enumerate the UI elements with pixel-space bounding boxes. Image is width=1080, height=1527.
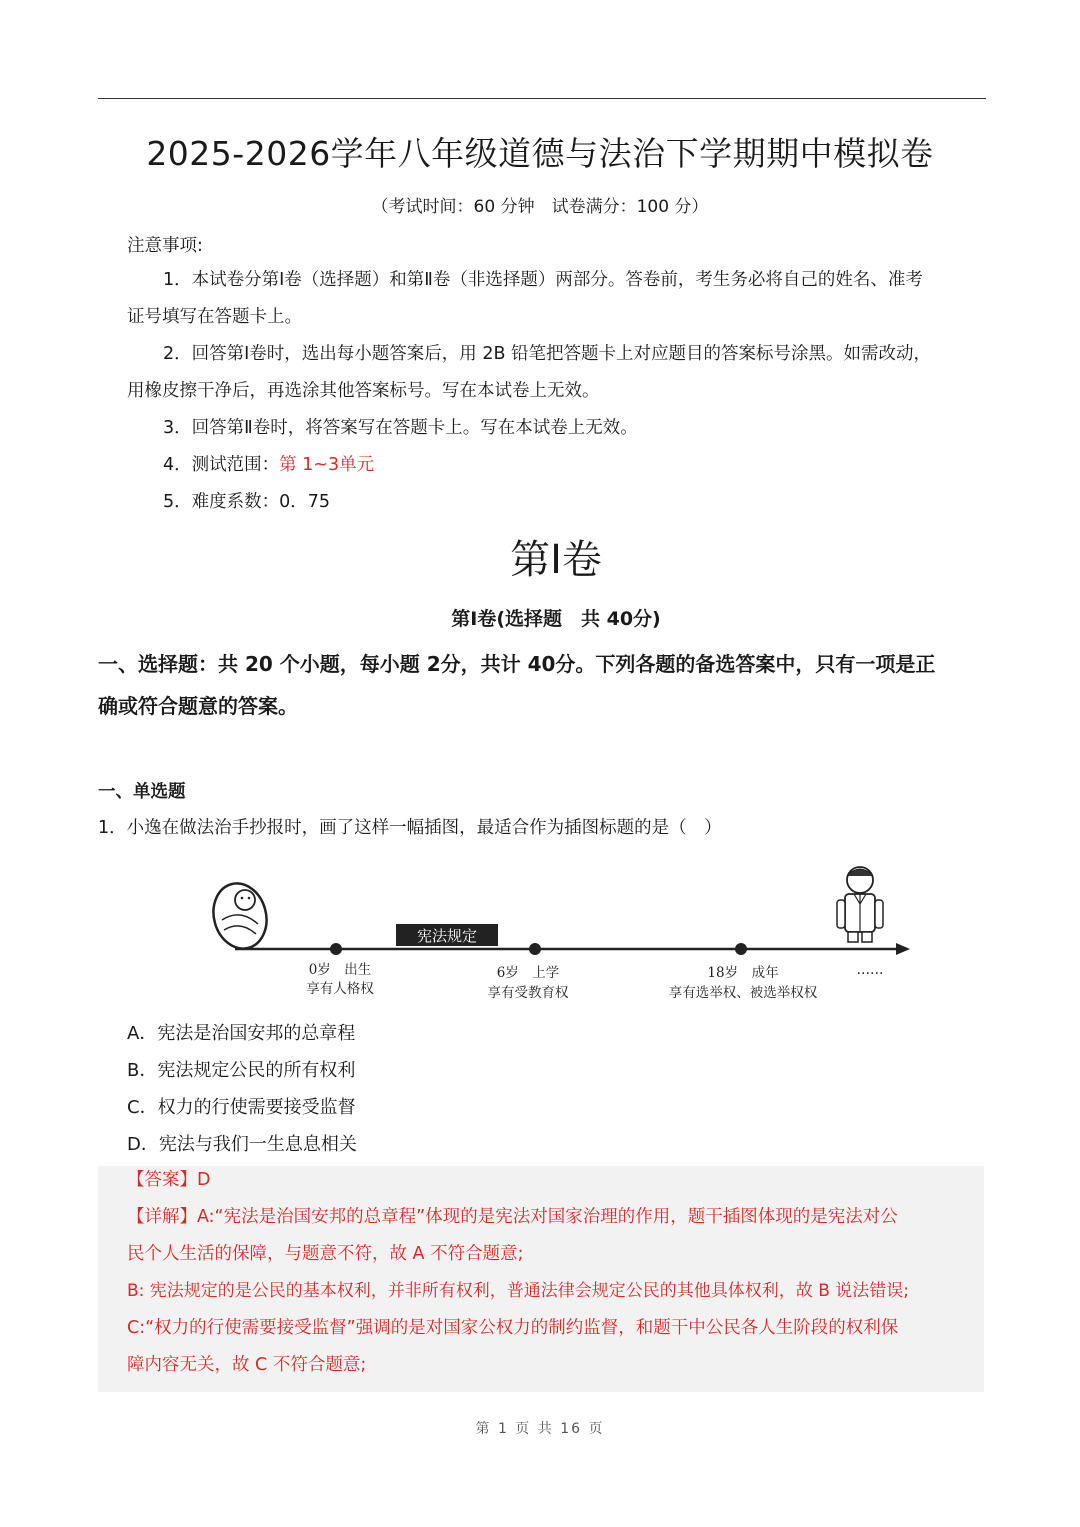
notice-line: 1．本试卷分第Ⅰ卷（选择题）和第Ⅱ卷（非选择题）两部分。答卷前，考生务必将自己的姓名、准考 (163, 270, 923, 290)
notice-item-3 (127, 410, 985, 447)
volume-title: 第Ⅰ卷 (510, 537, 602, 583)
exam-subtitle: （考试时间：60 分钟 试卷满分：100 分） (371, 197, 709, 217)
timeline-arrow (896, 943, 910, 955)
question-stem: 1．小逸在做法治手抄报时，画了这样一幅插图，最适合作为插图标题的是（ ） (98, 818, 722, 838)
notice-line: 2．回答第Ⅰ卷时，选出每小题答案后，用 2B 铅笔把答题卡上对应题目的答案标号涂黑。如需改动， (163, 344, 932, 364)
single-choice-heading: 一、单选题 (98, 782, 186, 802)
explanation-line: C:“权力的行使需要接受监督”强调的是对国家公权力的制约监督，和题干中公民各人生阶段的权利保 (127, 1318, 899, 1338)
section-instructions (98, 643, 988, 727)
notice-line: 用橡皮擦干净后，再选涂其他答案标号。写在本试卷上无效。 (127, 381, 600, 401)
section-line: 一、选择题：共 20 个小题，每小题 2分，共计 40分。下列各题的备选答案中，只有一项是正 (98, 652, 936, 676)
timeline-point-birth (330, 943, 342, 955)
page-number: 第 1 页 共 16 页 (475, 1421, 605, 1437)
explanation-line: B: 宪法规定的是公民的基本权利，并非所有权利，普通法律会规定公民的其他具体权利，故 B 说法错误; (127, 1281, 909, 1301)
notice-line: 证号填写在答题卡上。 (127, 307, 302, 327)
timeline-point-adult (735, 943, 747, 955)
notice-heading: 注意事项: (127, 236, 203, 256)
notice-line: 5．难度系数：0．75 (163, 492, 331, 512)
age-label-adult: 18岁 成年 (707, 965, 779, 981)
age-label-school: 6岁 上学 (496, 965, 560, 981)
timeline-ellipsis: …… (856, 962, 884, 978)
right-label-adult: 享有选举权、被选举权权 (668, 985, 818, 1001)
baby-icon (206, 877, 273, 954)
explanation-line: 民个人生活的保障，与题意不符，故 A 不符合题意; (127, 1244, 524, 1264)
option-a: A．宪法是治国安邦的总章程 (127, 1023, 356, 1044)
adult-man-icon (837, 867, 883, 942)
constitution-box-label: 宪法规定 (416, 927, 478, 945)
answer-line: 【答案】D (127, 1170, 211, 1190)
section-line: 确或符合题意的答案。 (98, 694, 298, 718)
notice-item-1 (127, 262, 985, 336)
top-divider (98, 98, 986, 99)
explanation-line: 【详解】A:“宪法是治国安邦的总章程”体现的是宪法对国家治理的作用，题干插图体现的是宪法对公 (127, 1207, 898, 1227)
option-d: D．宪法与我们一生息息相关 (127, 1134, 357, 1155)
volume-subtitle: 第Ⅰ卷(选择题 共 40分) (451, 608, 661, 630)
notice-line: 3．回答第Ⅱ卷时，将答案写在答题卡上。写在本试卷上无效。 (163, 418, 638, 438)
age-label-birth: 0岁 出生 (308, 962, 372, 978)
test-scope-value: 第 1~3单元 (279, 455, 375, 475)
option-b: B．宪法规定公民的所有权利 (127, 1060, 356, 1081)
exam-title: 2025-2026学年八年级道德与法治下学期期中模拟卷 (146, 134, 934, 173)
timeline-point-school (529, 943, 541, 955)
timeline-illustration (200, 850, 920, 1015)
explanation-line: 障内容无关，故 C 不符合题意; (127, 1355, 367, 1375)
notice-item-5 (127, 484, 985, 521)
right-label-birth: 享有人格权 (306, 981, 374, 997)
notice-item-4 (127, 447, 985, 484)
notice-item4-prefix: 4．测试范围： (163, 455, 280, 475)
option-c: C．权力的行使需要接受监督 (127, 1097, 356, 1118)
right-label-school: 享有受教育权 (487, 985, 569, 1001)
notice-item-2 (127, 336, 985, 410)
